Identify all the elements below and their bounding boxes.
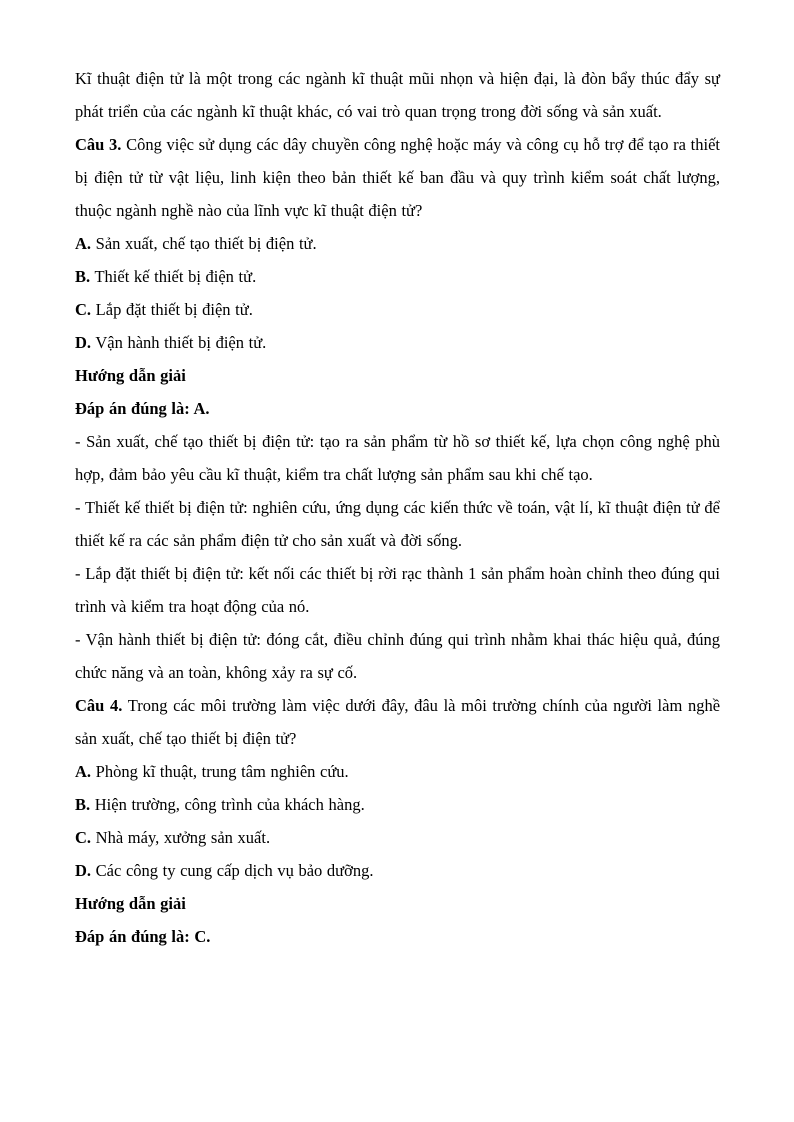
paragraph xyxy=(75,920,720,953)
paragraph-text: Hướng dẫn giải xyxy=(75,366,186,385)
paragraph xyxy=(75,227,720,260)
paragraph xyxy=(75,425,720,491)
paragraph-label: A. xyxy=(75,234,92,253)
paragraph-text: Công việc sử dụng các dây chuyền công nghệ hoặc máy và công cụ hỗ trợ để tạo ra thiết bị điện tử từ vật liệu, linh kiện theo bản thiết kế ban đầu và quy trình kiểm soát chất lượng, thuộc ngành nghề nào của lĩnh vực kĩ thuật điện tử? xyxy=(75,135,720,220)
paragraph xyxy=(75,854,720,887)
paragraph xyxy=(75,821,720,854)
paragraph-label: B. xyxy=(75,795,91,814)
paragraph xyxy=(75,62,720,128)
paragraph-label: D. xyxy=(75,861,92,880)
paragraph-text: Hướng dẫn giải xyxy=(75,894,186,913)
paragraph-text: Đáp án đúng là: A. xyxy=(75,399,210,418)
paragraph xyxy=(75,557,720,623)
paragraph-label: Câu 3. xyxy=(75,135,122,154)
paragraph-text: - Sản xuất, chế tạo thiết bị điện tử: tạo ra sản phẩm từ hồ sơ thiết kế, lựa chọn công nghệ phù hợp, đảm bảo yêu cầu kĩ thuật, kiểm tra chất lượng sản phẩm sau khi chế tạo. xyxy=(75,432,720,484)
document-body xyxy=(75,62,720,953)
paragraph xyxy=(75,293,720,326)
paragraph xyxy=(75,128,720,227)
paragraph-label: C. xyxy=(75,828,92,847)
paragraph-text: Thiết kế thiết bị điện tử. xyxy=(90,267,257,286)
paragraph-label: D. xyxy=(75,333,92,352)
paragraph-text: Nhà máy, xưởng sản xuất. xyxy=(91,828,271,847)
paragraph xyxy=(75,392,720,425)
paragraph-text: Lắp đặt thiết bị điện tử. xyxy=(91,300,253,319)
paragraph-text: Trong các môi trường làm việc dưới đây, đâu là môi trường chính của người làm nghề sản xuất, chế tạo thiết bị điện tử? xyxy=(75,696,721,748)
paragraph-label: B. xyxy=(75,267,91,286)
paragraph-text: Đáp án đúng là: C. xyxy=(75,927,211,946)
paragraph-text: Các công ty cung cấp dịch vụ bảo dưỡng. xyxy=(91,861,374,880)
paragraph xyxy=(75,887,720,920)
paragraph-text: Hiện trường, công trình của khách hàng. xyxy=(90,795,365,814)
paragraph xyxy=(75,491,720,557)
paragraph-text: - Lắp đặt thiết bị điện tử: kết nối các thiết bị rời rạc thành 1 sản phẩm hoàn chỉnh theo đúng qui trình và kiểm tra hoạt động của nó. xyxy=(75,564,720,616)
paragraph xyxy=(75,788,720,821)
paragraph-label: A. xyxy=(75,762,92,781)
paragraph xyxy=(75,623,720,689)
paragraph-label: C. xyxy=(75,300,92,319)
paragraph-text: Kĩ thuật điện tử là một trong các ngành kĩ thuật mũi nhọn và hiện đại, là đòn bẩy thúc đẩy sự phát triển của các ngành kĩ thuật khác, có vai trò quan trọng trong đời sống và sản xuất. xyxy=(75,69,720,121)
paragraph xyxy=(75,359,720,392)
paragraph-label: Câu 4. xyxy=(75,696,123,715)
paragraph-text: Sản xuất, chế tạo thiết bị điện tử. xyxy=(91,234,317,253)
paragraph xyxy=(75,260,720,293)
paragraph xyxy=(75,326,720,359)
paragraph xyxy=(75,755,720,788)
paragraph-text: - Vận hành thiết bị điện tử: đóng cắt, điều chỉnh đúng qui trình nhằm khai thác hiệu quả, đúng chức năng và an toàn, không xảy ra sự cố. xyxy=(75,630,720,682)
paragraph-text: Phòng kĩ thuật, trung tâm nghiên cứu. xyxy=(91,762,349,781)
paragraph-text: Vận hành thiết bị điện tử. xyxy=(91,333,267,352)
paragraph xyxy=(75,689,720,755)
paragraph-text: - Thiết kế thiết bị điện tử: nghiên cứu, ứng dụng các kiến thức về toán, vật lí, kĩ thuật điện tử để thiết kế ra các sản phẩm điện tử cho sản xuất và đời sống. xyxy=(75,498,720,550)
